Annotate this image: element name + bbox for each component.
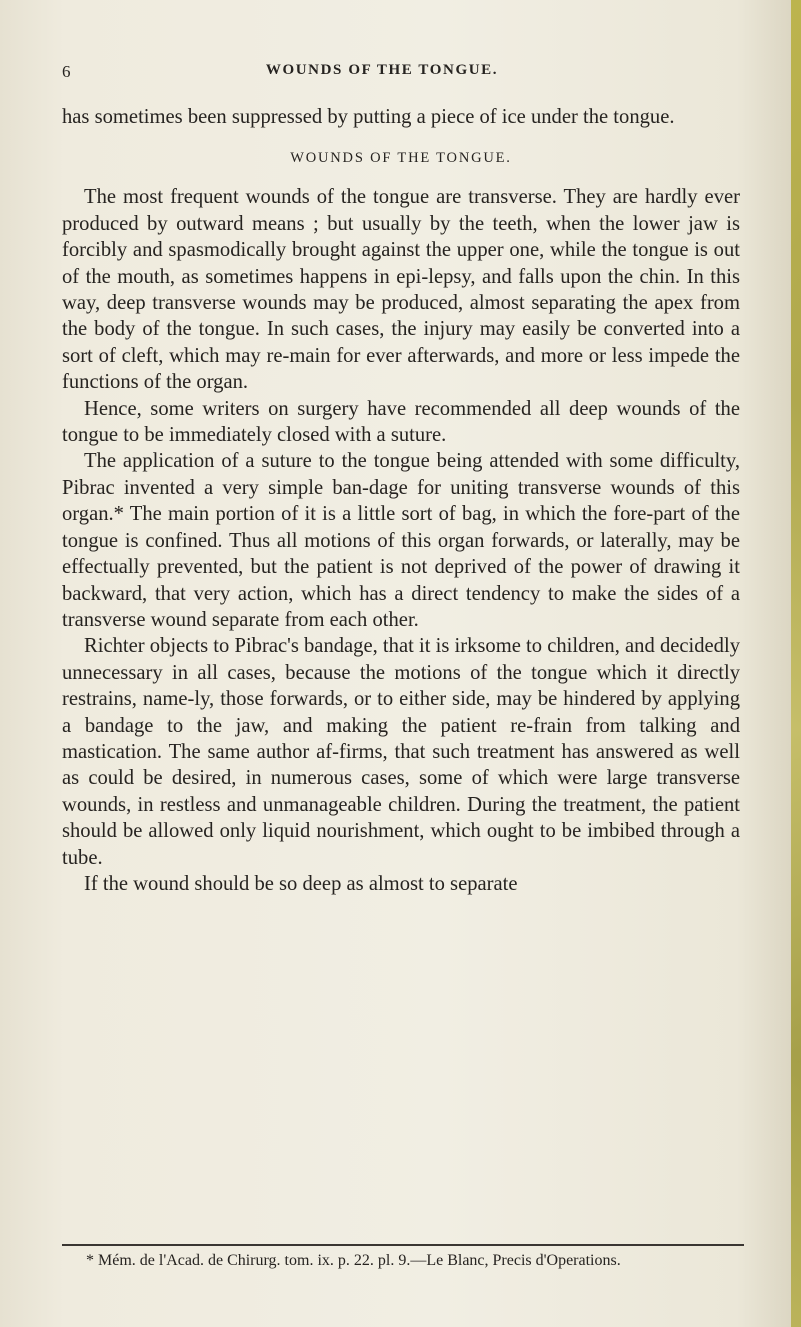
running-head: WOUNDS OF THE TONGUE. xyxy=(265,62,499,78)
page-number: 6 xyxy=(62,62,72,81)
paragraph-3: The application of a suture to the tongue being attended with some difficulty, Pibrac invented a very simple ban-dage for uniting transverse wounds of this organ.* The main portion of it is a little sort of bag, in which the fore-part of the tongue is confined. Thus all motions of this organ forwards, or laterally, may be effectually prevented, but the patient is not deprived of the power of drawing it backward, that very action, which has a direct tendency to make the sides of a transverse wound separate from each other. xyxy=(62,450,740,631)
paragraph-5: If the wound should be so deep as almost to separate xyxy=(84,872,518,895)
footnote-rule xyxy=(62,1244,744,1246)
page-body xyxy=(62,104,740,897)
footnote-text: * Mém. de l'Acad. de Chirurg. tom. ix. p. 22. pl. 9.—Le Blanc, Precis d'Operations. xyxy=(86,1252,621,1269)
paragraph-4: Richter objects to Pibrac's bandage, that it is irksome to children, and decidedly unnecessary in all cases, because the motions of the tongue which it directly restrains, name-ly, those forwards, or to either side, may be hindered by applying a bandage to the jaw, and making the patient re-frain from talking and mastication. The same author af-firms, that such treatment has answered as well as could be desired, in numerous cases, some of which were large transverse wounds, in restless and unmanageable children. During the treatment, the patient should be allowed only liquid nourishment, which ought to be imbibed through a tube. xyxy=(62,635,740,869)
page-edge xyxy=(791,0,801,1327)
footnote xyxy=(62,1251,744,1271)
paragraph-2: Hence, some writers on surgery have recommended all deep wounds of the tongue to be immediately closed with a suture. xyxy=(62,397,740,447)
section-heading: WOUNDS OF THE TONGUE. xyxy=(290,150,512,167)
page-header xyxy=(62,62,702,88)
continuation-paragraph: has sometimes been suppressed by putting a piece of ice under the tongue. xyxy=(62,106,675,128)
paragraph-1: The most frequent wounds of the tongue are transverse. They are hardly ever produced by outward means ; but usually by the teeth, when the lower jaw is forcibly and spasmodically brought against the upper one, while the tongue is out of the mouth, as sometimes happens in epi-lepsy, and falls upon the chin. In this way, deep transverse wounds may be produced, almost separating the apex from the body of the tongue. In such cases, the injury may easily be converted into a sort of cleft, which may re-main for ever afterwards, and more or less impede the functions of the organ. xyxy=(62,186,740,394)
